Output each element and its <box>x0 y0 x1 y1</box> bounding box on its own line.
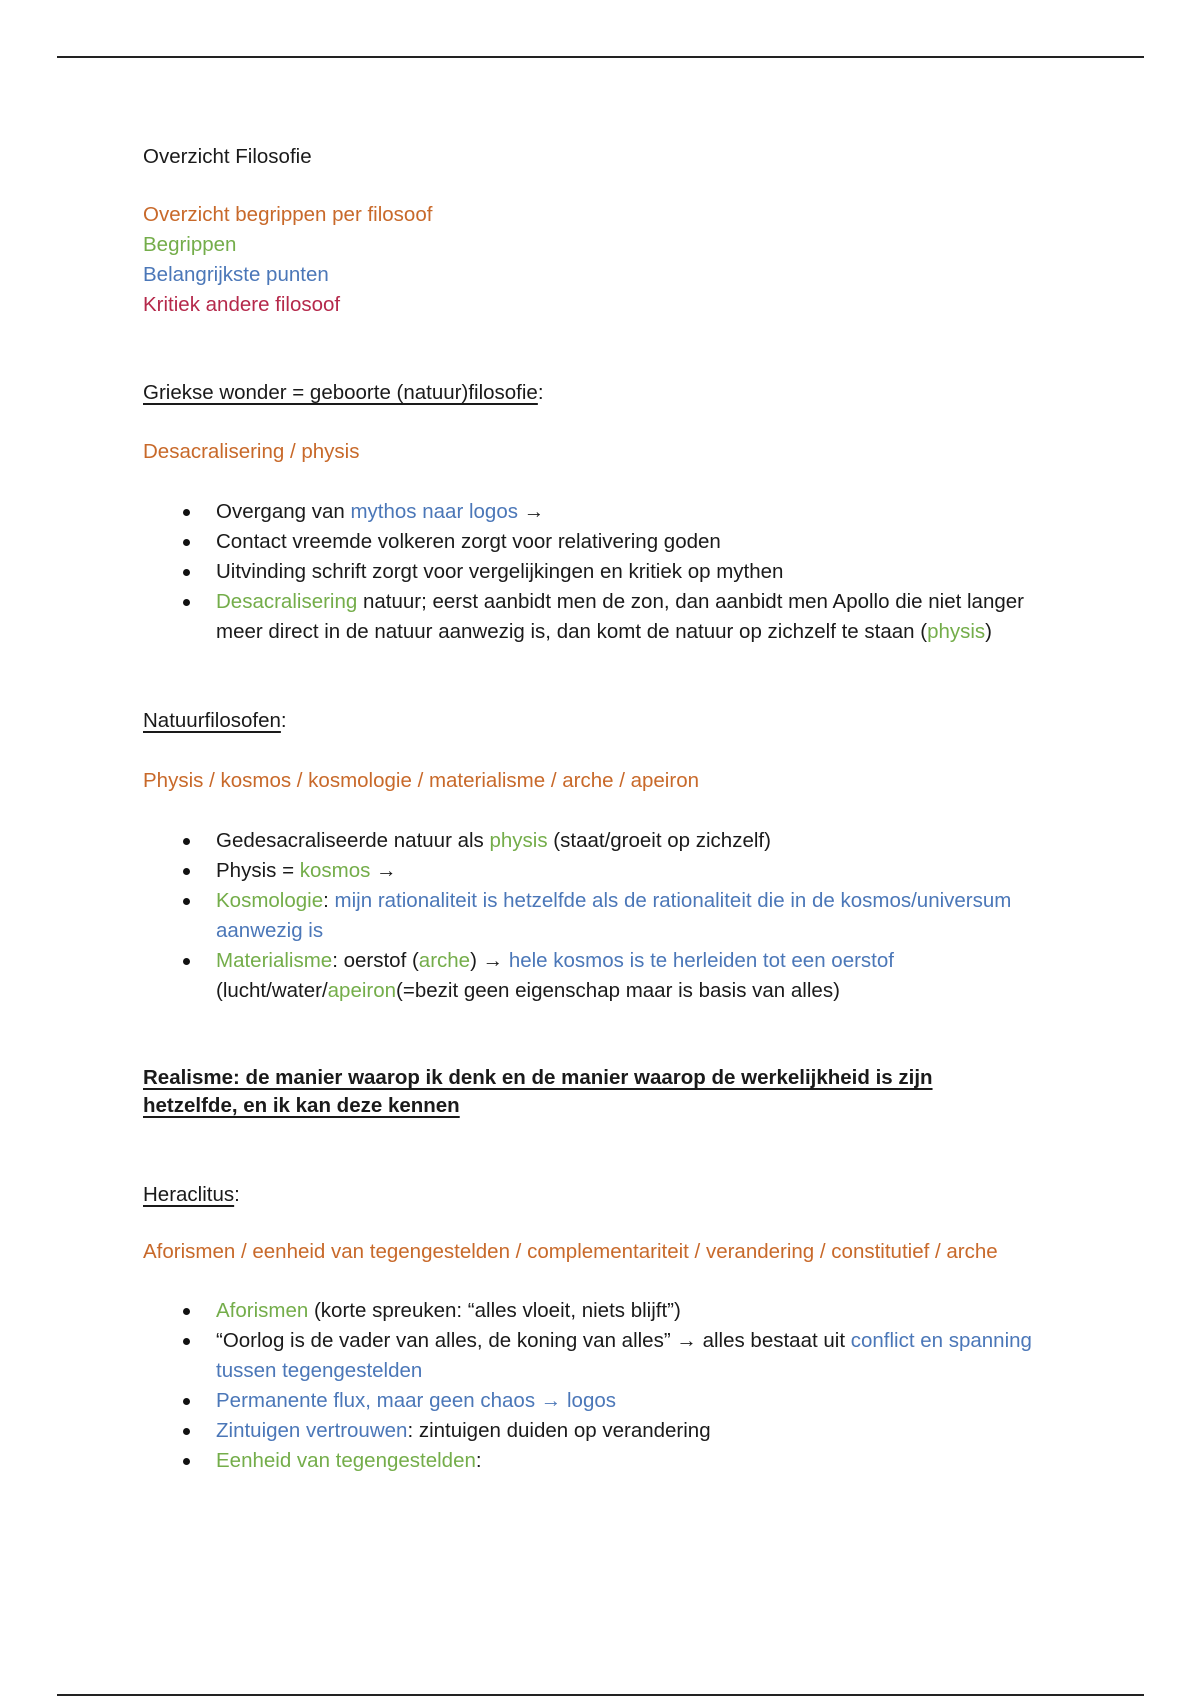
section-heading-greek-miracle: Griekse wonder = geboorte (natuur)filosofie: <box>143 381 544 404</box>
bullet-list-natural-philosophers <box>143 826 1043 1006</box>
arrow-right-icon: → <box>518 500 545 523</box>
list-item: Eenheid van tegengestelden: <box>143 1446 1043 1476</box>
legend-concepts: Begrippen <box>143 233 237 256</box>
realism-statement: Realisme: de manier waarop ik denk en de manier waarop de werkelijkheid is zijn hetzelfde, en ik kan deze kennen <box>143 1066 933 1117</box>
legend-criticism: Kritiek andere filosoof <box>143 293 341 316</box>
section-concepts-natural-philosophers: Physis / kosmos / kosmologie / materialisme / arche / apeiron <box>143 769 699 792</box>
list-item: Desacralisering natuur; eerst aanbidt men de zon, dan aanbidt men Apollo die niet langer meer direct in de natuur aanwezig is, dan komt de natuur op zichzelf te staan (physis) <box>143 587 1043 647</box>
bullet-list-greek-miracle <box>143 497 1043 647</box>
arrow-right-icon: → <box>676 1329 703 1352</box>
color-legend <box>143 200 1043 320</box>
list-item: Permanente flux, maar geen chaos → logos <box>143 1386 1043 1416</box>
document-title: Overzicht Filosofie <box>143 145 312 168</box>
section-concepts-heraclitus: Aforismen / eenheid van tegengestelden / complementariteit / verandering / constitutief / arche <box>143 1240 998 1263</box>
list-item: Physis = kosmos → <box>143 856 1043 886</box>
document-page <box>143 142 1043 1476</box>
list-item: Kosmologie: mijn rationaliteit is hetzelfde als de rationaliteit die in de kosmos/universum aanwezig is <box>143 886 1043 946</box>
bottom-rule <box>57 1694 1144 1696</box>
arrow-right-icon: → <box>482 949 509 972</box>
section-heading-heraclitus: Heraclitus: <box>143 1183 240 1206</box>
legend-concepts-per-philosopher: Overzicht begrippen per filosoof <box>143 203 433 226</box>
list-item: Aforismen (korte spreuken: “alles vloeit, niets blijft”) <box>143 1296 1043 1326</box>
arrow-right-icon: → <box>540 1389 567 1412</box>
section-heading-natural-philosophers: Natuurfilosofen: <box>143 709 287 732</box>
top-rule <box>57 56 1144 58</box>
list-item: Zintuigen vertrouwen: zintuigen duiden op verandering <box>143 1416 1043 1446</box>
list-item: Contact vreemde volkeren zorgt voor relativering goden <box>143 527 1043 557</box>
list-item: “Oorlog is de vader van alles, de koning van alles” → alles bestaat uit conflict en spanning tussen tegengestelden <box>143 1326 1043 1386</box>
section-concepts-desacralisation: Desacralisering / physis <box>143 440 360 463</box>
bullet-list-heraclitus <box>143 1296 1043 1476</box>
list-item: Overgang van mythos naar logos → <box>143 497 1043 527</box>
list-item: Gedesacraliseerde natuur als physis (staat/groeit op zichzelf) <box>143 826 1043 856</box>
legend-key-points: Belangrijkste punten <box>143 263 329 286</box>
list-item: Uitvinding schrift zorgt voor vergelijkingen en kritiek op mythen <box>143 557 1043 587</box>
arrow-right-icon: → <box>370 859 397 882</box>
list-item: Materialisme: oerstof (arche) → hele kosmos is te herleiden tot een oerstof (lucht/water/apeiron(=bezit geen eigenschap maar is basis van alles) <box>143 946 1043 1006</box>
